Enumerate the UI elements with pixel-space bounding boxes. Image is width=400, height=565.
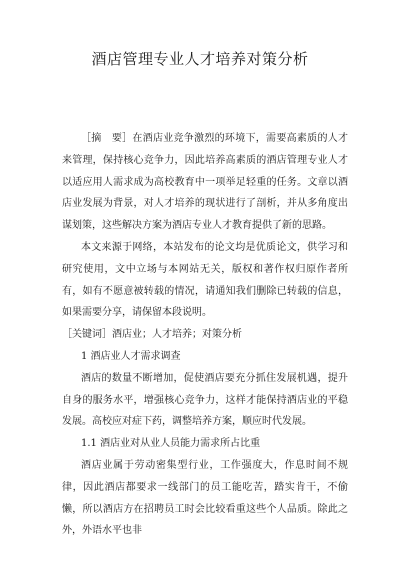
section-1-paragraph: 酒店的数量不断增加，促使酒店要充分抓住发展机遇，提升自身的服务水平，增强核心竞争力，这样才能保持酒店业的平稳发展。高校应对症下药，调整培养方案，顺应时代发展。 <box>62 372 348 428</box>
notice-paragraph: 本文来源于网络，本站发布的论文均是优质论文，供学习和研究使用，文中立场与本网站无关，版权和著作权归原作者所有，如有不愿意被转载的情况，请通知我们删除已转载的信息，如果需要分享，请保留本段说明。 <box>62 241 348 319</box>
keywords-line: ［关键词］酒店业；人才培养；对策分析 <box>62 329 242 341</box>
document-body <box>62 128 348 542</box>
section-heading-1: 1 酒店业人才需求调查 <box>81 350 181 362</box>
section-heading-1-1: 1.1 酒店业对从业人员能力需求所占比重 <box>81 438 261 450</box>
document-title: 酒店管理专业人才培养对策分析 <box>91 50 309 68</box>
section-1-1-paragraph: 酒店业属于劳动密集型行业，工作强度大，作息时间不规律，因此酒店都要求一线部门的员工能吃苦，踏实肯干，不偷懒，所以酒店方在招聘员工时会比较看重这些个人品质。除此之外，外语水平也非 <box>62 459 348 537</box>
abstract-paragraph: ［摘 要］在酒店业竞争激烈的环境下，需要高素质的人才来管理，保持核心竞争力，因此培养高素质的酒店管理专业人才以适应用人需求成为高校教育中一项举足轻重的任务。文章以酒店业发展为背景，对人才培养的现状进行了剖析，并从多角度出谋划策，这些解决方案为酒店专业人才教育提供了新的思路。 <box>62 133 348 232</box>
